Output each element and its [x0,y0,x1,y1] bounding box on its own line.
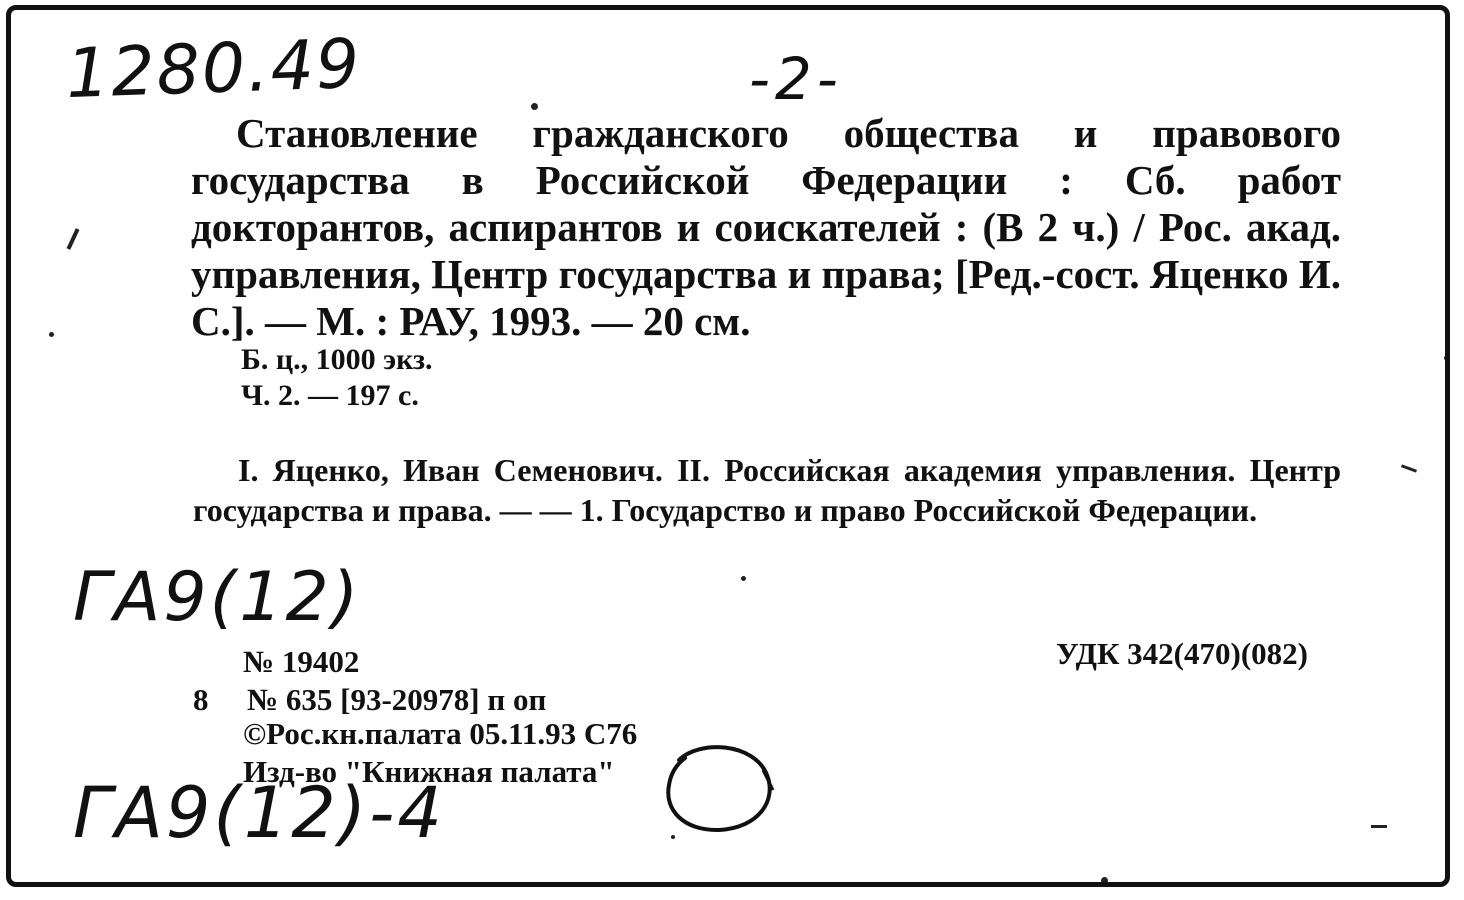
ink-tick [67,228,80,250]
copy-count: 8 [193,682,209,717]
order-row [193,682,546,718]
price-and-print-run: Б. ц., 1000 экз. [241,343,433,376]
ink-speck [1101,877,1108,884]
ink-tick [1371,825,1387,828]
bibliographic-description [191,110,1341,345]
ink-speck [741,576,746,581]
subject-index [193,450,1341,530]
ink-speck [49,332,54,337]
ink-speck [531,103,538,110]
description-text: Становление гражданского общества и правового государства в Российской Федерации : Сб. работ докторантов, аспирантов и соискателей : (В 2 ч.) / Рос. акад. управления, Центр государства и права; [Ред.-сост. Яценко И. С.]. — М. : РАУ, 1993. — 20 см. [191,110,1341,344]
handwritten-inventory-code: 1280.49 [64,24,363,115]
catalog-card [6,5,1450,887]
handwritten-shelf-mark-2: ГА9(12)-4 [73,772,445,854]
ink-speck [1444,355,1450,361]
ink-speck [671,835,675,839]
ink-tick [1401,464,1417,472]
udk-classification: УДК 342(470)(082) [1056,636,1308,671]
handwritten-page-mark: -2- [749,45,843,113]
record-number: № 19402 [243,644,360,679]
publisher-line: Изд-во "Книжная палата" [243,754,615,789]
copyright-line: ©Рос.кн.палата 05.11.93 С76 [243,716,638,751]
order-line: № 635 [93-20978] п оп [247,682,547,717]
oval-stamp-mark [659,730,779,840]
handwritten-shelf-mark-1: ГА9(12) [73,558,362,637]
index-text: I. Яценко, Иван Семенович. II. Российская академия управления. Центр государства и права. — — 1. Государство и право Российской Федерации. [193,452,1341,528]
part-and-pages: Ч. 2. — 197 с. [241,379,419,412]
